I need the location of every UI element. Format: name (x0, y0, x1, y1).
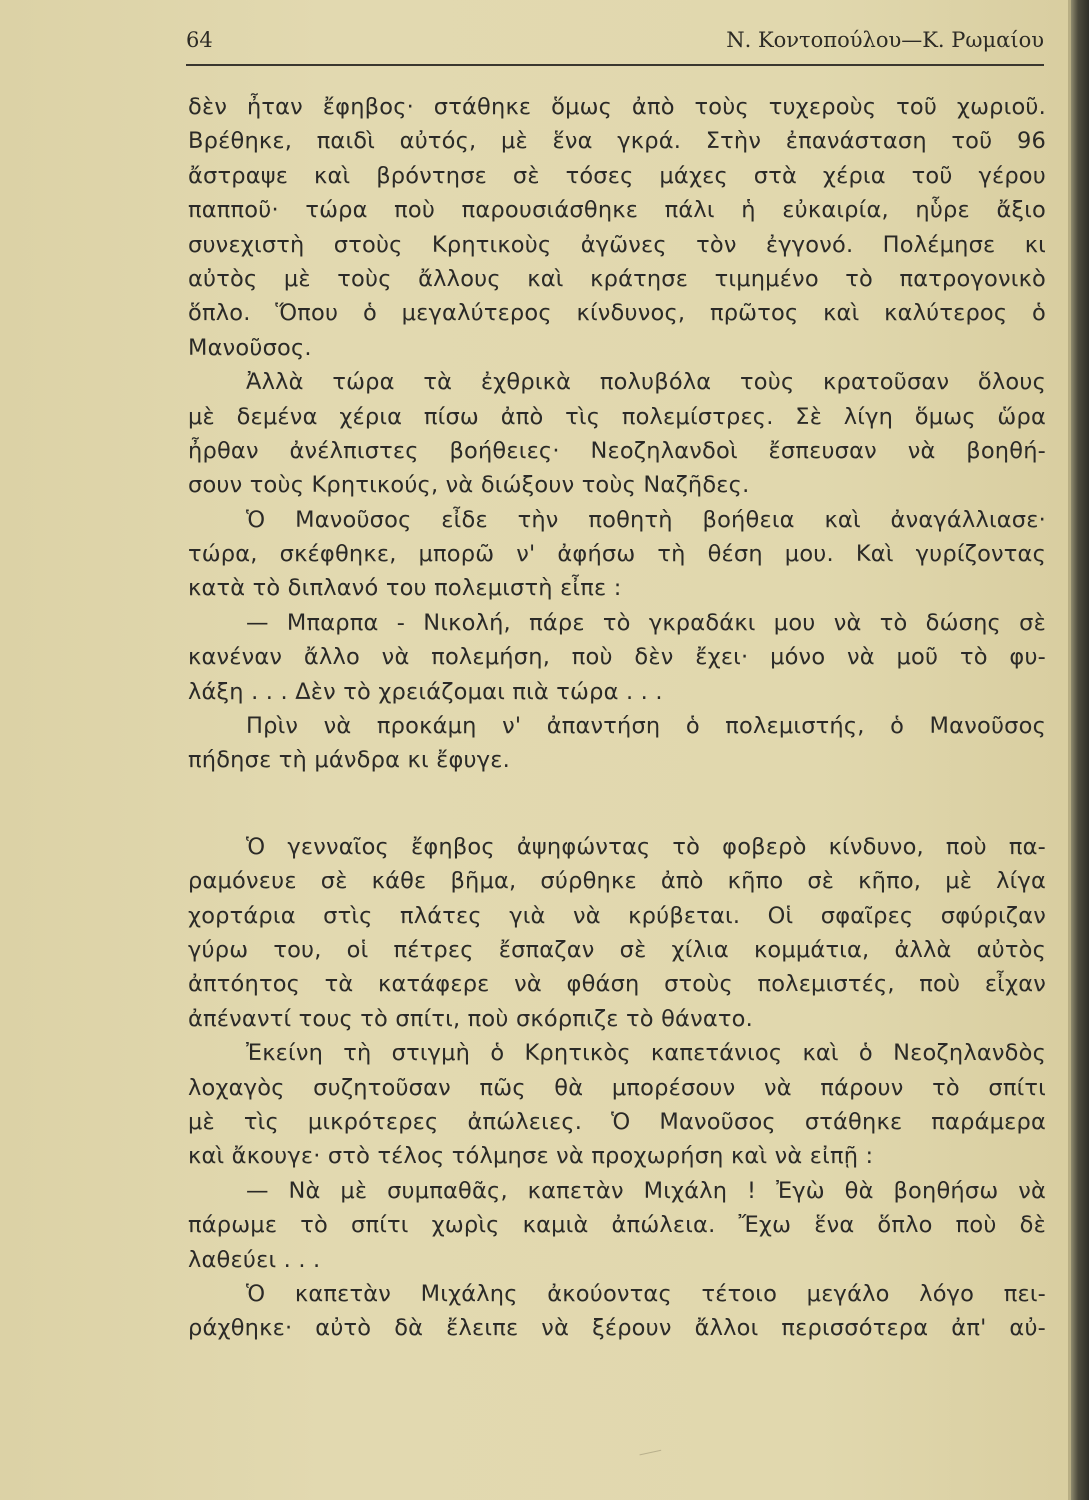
text-line: ἦρθαν ἀνέλπιστες βοήθειες· Νεοζηλανδοὶ ἔσπευσαν νὰ βοηθή- (188, 437, 1046, 464)
text-line: λάξη . . . Δὲν τὸ χρειάζομαι πιὰ τώρα . . . (188, 678, 663, 705)
page-number: 64 (186, 28, 213, 52)
text-line: ἄστραψε καὶ βρόντησε σὲ τόσες μάχες στὰ χέρια τοῦ γέρου (188, 162, 1046, 189)
text-line: μὲ δεμένα χέρια πίσω ἀπὸ τὶς πολεμίστρες. Σὲ λίγη ὅμως ὥρα (188, 403, 1046, 430)
text-line: τώρα, σκέφθηκε, μπορῶ ν' ἀφήσω τὴ θέση μου. Καὶ γυρίζοντας (188, 541, 1046, 568)
text-line: Μανοῦσος. (188, 334, 312, 361)
text-line: Ἀλλὰ τώρα τὰ ἐχθρικὰ πολυβόλα τοὺς κρατοῦσαν ὅλους (246, 369, 1046, 396)
text-line: σουν τοὺς Κρητικούς, νὰ διώξουν τοὺς Ναζῆδες. (188, 472, 750, 499)
text-line: ραμόνευε σὲ κάθε βῆμα, σύρθηκε ἀπὸ κῆπο σὲ κῆπο, μὲ λίγα (188, 868, 1046, 895)
text-line: δὲν ἦταν ἔφηβος· στάθηκε ὅμως ἀπὸ τοὺς τυχεροὺς τοῦ χωριοῦ. (188, 94, 1046, 120)
text-line: συνεχιστὴ στοὺς Κρητικοὺς ἀγῶνες τὸν ἐγγονό. Πολέμησε κι (188, 231, 1046, 258)
running-head (186, 28, 1044, 60)
text-line: Βρέθηκε, παιδὶ αὐτός, μὲ ἕνα γκρά. Στὴν ἐπανάσταση τοῦ 96 (188, 128, 1046, 155)
section-gap (188, 778, 1046, 830)
text-line: — Μπαρπα - Νικολή, πάρε τὸ γκραδάκι μου νὰ τὸ δώσης σὲ (246, 609, 1046, 636)
text-line: κανέναν ἄλλο νὰ πολεμήση, ποὺ δὲν ἔχει· μόνο νὰ μοῦ τὸ φυ- (188, 644, 1046, 671)
text-line: πήδησε τὴ μάνδρα κι ἔφυγε. (188, 747, 510, 774)
text-line: χορτάρια στὶς πλάτες γιὰ νὰ κρύβεται. Οἱ σφαῖρες σφύριζαν (188, 902, 1046, 929)
text-line: ὅπλο. Ὅπου ὁ μεγαλύτερος κίνδυνος, πρῶτος καὶ καλύτερος ὁ (188, 300, 1046, 327)
text-line: — Νὰ μὲ συμπαθᾶς, καπετὰν Μιχάλη ! Ἐγὼ θὰ βοηθήσω νὰ (246, 1177, 1046, 1204)
text-line: παπποῦ· τώρα ποὺ παρουσιάσθηκε πάλι ἡ εὐκαιρία, ηὗρε ἄξιο (188, 197, 1046, 224)
book-spine-edge (1071, 0, 1089, 1500)
text-line: λοχαγὸς συζητοῦσαν πῶς θὰ μπορέσουν νὰ πάρουν τὸ σπίτι (188, 1074, 1046, 1101)
text-line: αὐτὸς μὲ τοὺς ἄλλους καὶ κράτησε τιμημένο τὸ πατρογονικὸ (188, 265, 1046, 292)
text-line: ἀπέναντί τους τὸ σπίτι, ποὺ σκόρπιζε τὸ θάνατο. (188, 1005, 753, 1032)
text-line: Πρὶν νὰ προκάμη ν' ἀπαντήση ὁ πολεμιστής, ὁ Μανοῦσος (246, 713, 1046, 740)
text-line: Ἐκείνη τὴ στιγμὴ ὁ Κρητικὸς καπετάνιος καὶ ὁ Νεοζηλανδὸς (246, 1040, 1046, 1067)
text-line: καὶ ἄκουγε· στὸ τέλος τόλμησε νὰ προχωρήση καὶ νὰ εἰπῇ : (188, 1143, 874, 1170)
text-line: Ὁ γενναῖος ἔφηβος ἀψηφώντας τὸ φοβερὸ κίνδυνο, ποὺ πα- (246, 833, 1046, 860)
text-line: πάρωμε τὸ σπίτι χωρὶς καμιὰ ἀπώλεια. Ἔχω ἕνα ὅπλο ποὺ δὲ (188, 1212, 1046, 1239)
running-title: Ν. Κοντοπούλου—Κ. Ρωμαίου (726, 28, 1044, 52)
text-line: γύρω του, οἱ πέτρες ἔσπαζαν σὲ χίλια κομμάτια, ἀλλὰ αὐτὸς (188, 936, 1046, 963)
text-line: κατὰ τὸ διπλανό του πολεμιστὴ εἶπε : (188, 575, 622, 602)
text-line: ἀπτόητος τὰ κατάφερε νὰ φθάση στοὺς πολεμιστές, ποὺ εἶχαν (188, 971, 1046, 998)
text-line: Ὁ Μανοῦσος εἶδε τὴν ποθητὴ βοήθεια καὶ ἀναγάλλιασε· (246, 506, 1046, 533)
text-line: ράχθηκε· αὐτὸ δὰ ἔλειπε νὰ ξέρουν ἄλλοι περισσότερα ἀπ' αὐ- (188, 1315, 1046, 1342)
text-line: μὲ τὶς μικρότερες ἀπώλειες. Ὁ Μανοῦσος στάθηκε παράμερα (188, 1108, 1046, 1135)
body-text (188, 90, 1046, 1346)
page-mark (640, 1450, 663, 1461)
text-line: Ὁ καπετὰν Μιχάλης ἀκούοντας τέτοιο μεγάλο λόγο πει- (246, 1280, 1046, 1307)
header-rule (186, 64, 1044, 66)
text-line: λαθεύει . . . (188, 1246, 321, 1273)
